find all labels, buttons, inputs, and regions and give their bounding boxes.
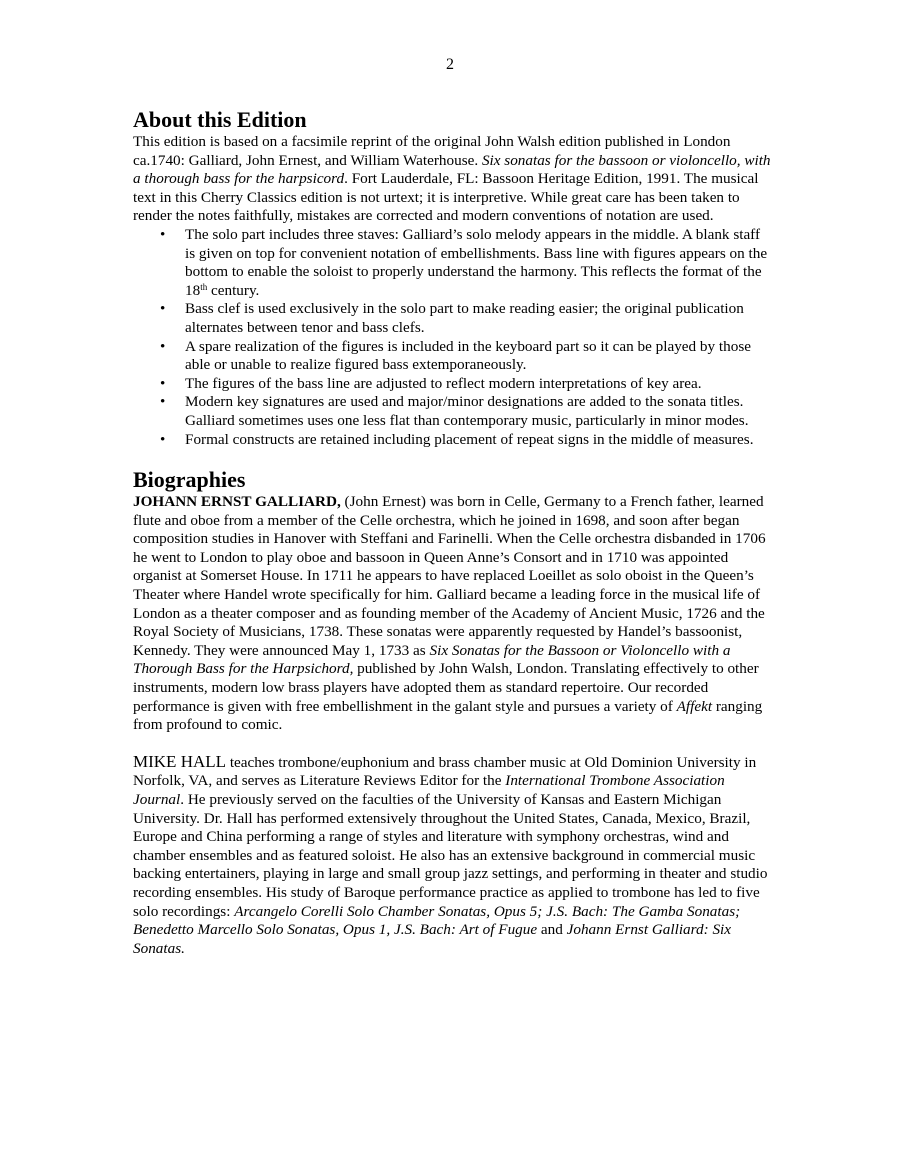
text-run: Johann Ernst Galliard: Six Sonatas. <box>133 921 732 957</box>
text-run: Formal constructs are retained including placement of repeat signs in the middle of measures. <box>185 430 754 448</box>
text-run: Six sonatas for the bassoon or violoncello, with a thorough bass for the harpsicord <box>133 151 771 188</box>
edition-note-text <box>185 226 767 299</box>
edition-note-text <box>185 431 754 448</box>
biographies-section <box>133 467 773 958</box>
about-edition-heading: About this Edition <box>133 107 307 132</box>
text-run: Six Sonatas for the Bassoon or Violoncello with a Thorough Bass for the Harpsichord, <box>133 641 731 678</box>
text-run: International Trombone Association Journal <box>133 772 725 808</box>
text-run: century. <box>207 281 260 299</box>
text-run: Modern key signatures are used and major/minor designations are added to the sonata titles. Galliard sometimes uses one less flat than contemporary music, particularly in minor modes. <box>185 393 749 429</box>
edition-note-text <box>185 393 749 429</box>
edition-note-item <box>160 300 773 337</box>
edition-note-text <box>185 338 751 374</box>
edition-note-text <box>185 375 702 392</box>
text-run: teaches trombone/euphonium and brass chamber music at Old Dominion University in Norfolk, VA, and serves as Literature Reviews Editor for the <box>133 753 757 790</box>
bullet-icon: • <box>160 393 166 411</box>
page-number: 2 <box>446 56 454 73</box>
page-content <box>133 107 773 958</box>
text-run: MIKE HALL <box>133 751 227 771</box>
bullet-icon: • <box>160 374 166 392</box>
text-run: JOHANN ERNST GALLIARD, <box>133 493 341 511</box>
text-run: and <box>537 921 567 939</box>
text-run: Bass clef is used exclusively in the solo part to make reading easier; the original publication alternates between tenor and bass clefs. <box>185 300 744 336</box>
edition-note-item <box>160 225 773 300</box>
text-run: (John Ernest) was born in Celle, Germany to a French father, learned flute and oboe from a member of the Celle orchestra, which he joined in 1698, and soon after began composition studies in Hanover with Steffani and Farinelli. When the Celle orchestra disbanded in 1706 he went to London to play oboe and bassoon in Queen Anne’s Consort and in 1710 was appointed organist at Somerset House. In 1711 he appears to have replaced Loeillet as solo oboist in the Queen’s Theater where Handel wrote specifically for him. Galliard became a leading force in the musical life of London as a theater composer and as founding member of the Academy of Ancient Music, 1726 and the Royal Society of Musicians, 1738. These sonatas were apparently requested by Handel’s bassoonist, Kennedy. They were announced May 1, 1733 as <box>133 493 766 659</box>
text-run: This edition is based on a facsimile reprint of the original John Walsh edition published in London ca.1740: Galliard, John Ernest, and William Waterhouse. <box>133 133 731 169</box>
text-run: . Fort Lauderdale, FL: Bassoon Heritage Edition, 1991. The musical text in this Cherry Classics edition is not urtext; it is interpretive. While great care has been taken to render the notes faithfully, mistakes are corrected and modern conventions of notation are used. <box>133 170 759 225</box>
edition-notes-list <box>133 226 773 449</box>
bullet-icon: • <box>160 225 166 243</box>
edition-note-item <box>160 393 773 430</box>
edition-note-item <box>160 374 773 394</box>
bullet-icon: • <box>160 430 166 448</box>
text-run: The figures of the bass line are adjusted to reflect modern interpretations of key area. <box>185 374 702 392</box>
text-run: The solo part includes three staves: Galliard’s solo melody appears in the middle. A blank staff is given on top for convenient notation of embellishments. Bass line with figures appears on the bottom to enable the soloist to properly understand the harmony. This reflects the format of the 18 <box>185 225 768 299</box>
edition-note-text <box>185 300 744 336</box>
text-run: . He previously served on the faculties of the University of Kansas and Eastern Michigan University. Dr. Hall has performed extensively throughout the United States, Canada, Mexico, Brazil, Europe and China performing a range of styles and literature with symphony orchestras, wind and chamber ensembles and as featured soloist. He also has an extensive background in commercial music backing entertainers, playing in large and small group jazz settings, and performing in theater and studio recording ensembles. His study of Baroque performance practice as applied to trombone has led to five solo recordings: <box>133 791 768 920</box>
text-run: Affekt <box>676 697 713 715</box>
text-run: Arcangelo Corelli Solo Chamber Sonatas, Opus 5; J.S. Bach: The Gamba Sonatas; Benedetto Marcello Solo Sonatas, Opus 1, J.S. Bach: Art of Fugue <box>133 902 741 939</box>
text-run: ranging from profound to comic. <box>133 697 763 734</box>
about-edition-section <box>133 107 773 449</box>
bullet-icon: • <box>160 300 166 318</box>
text-run: A spare realization of the figures is included in the keyboard part so it can be played by those able or unable to realize figured bass extemporaneously. <box>185 337 751 374</box>
edition-note-item <box>160 337 773 375</box>
galliard-biography <box>133 493 773 735</box>
about-edition-intro <box>133 133 773 226</box>
text-run: th <box>200 281 208 292</box>
biographies-heading: Biographies <box>133 467 246 493</box>
text-run: published by John Walsh, London. Translating effectively to other instruments, modern low brass players have adopted them as standard repertoire. Our recorded performance is given with free embellishment in the galant style and pursues a variety of <box>133 660 759 715</box>
hall-biography <box>133 753 773 959</box>
bullet-icon: • <box>160 337 166 355</box>
edition-note-item <box>160 430 773 450</box>
